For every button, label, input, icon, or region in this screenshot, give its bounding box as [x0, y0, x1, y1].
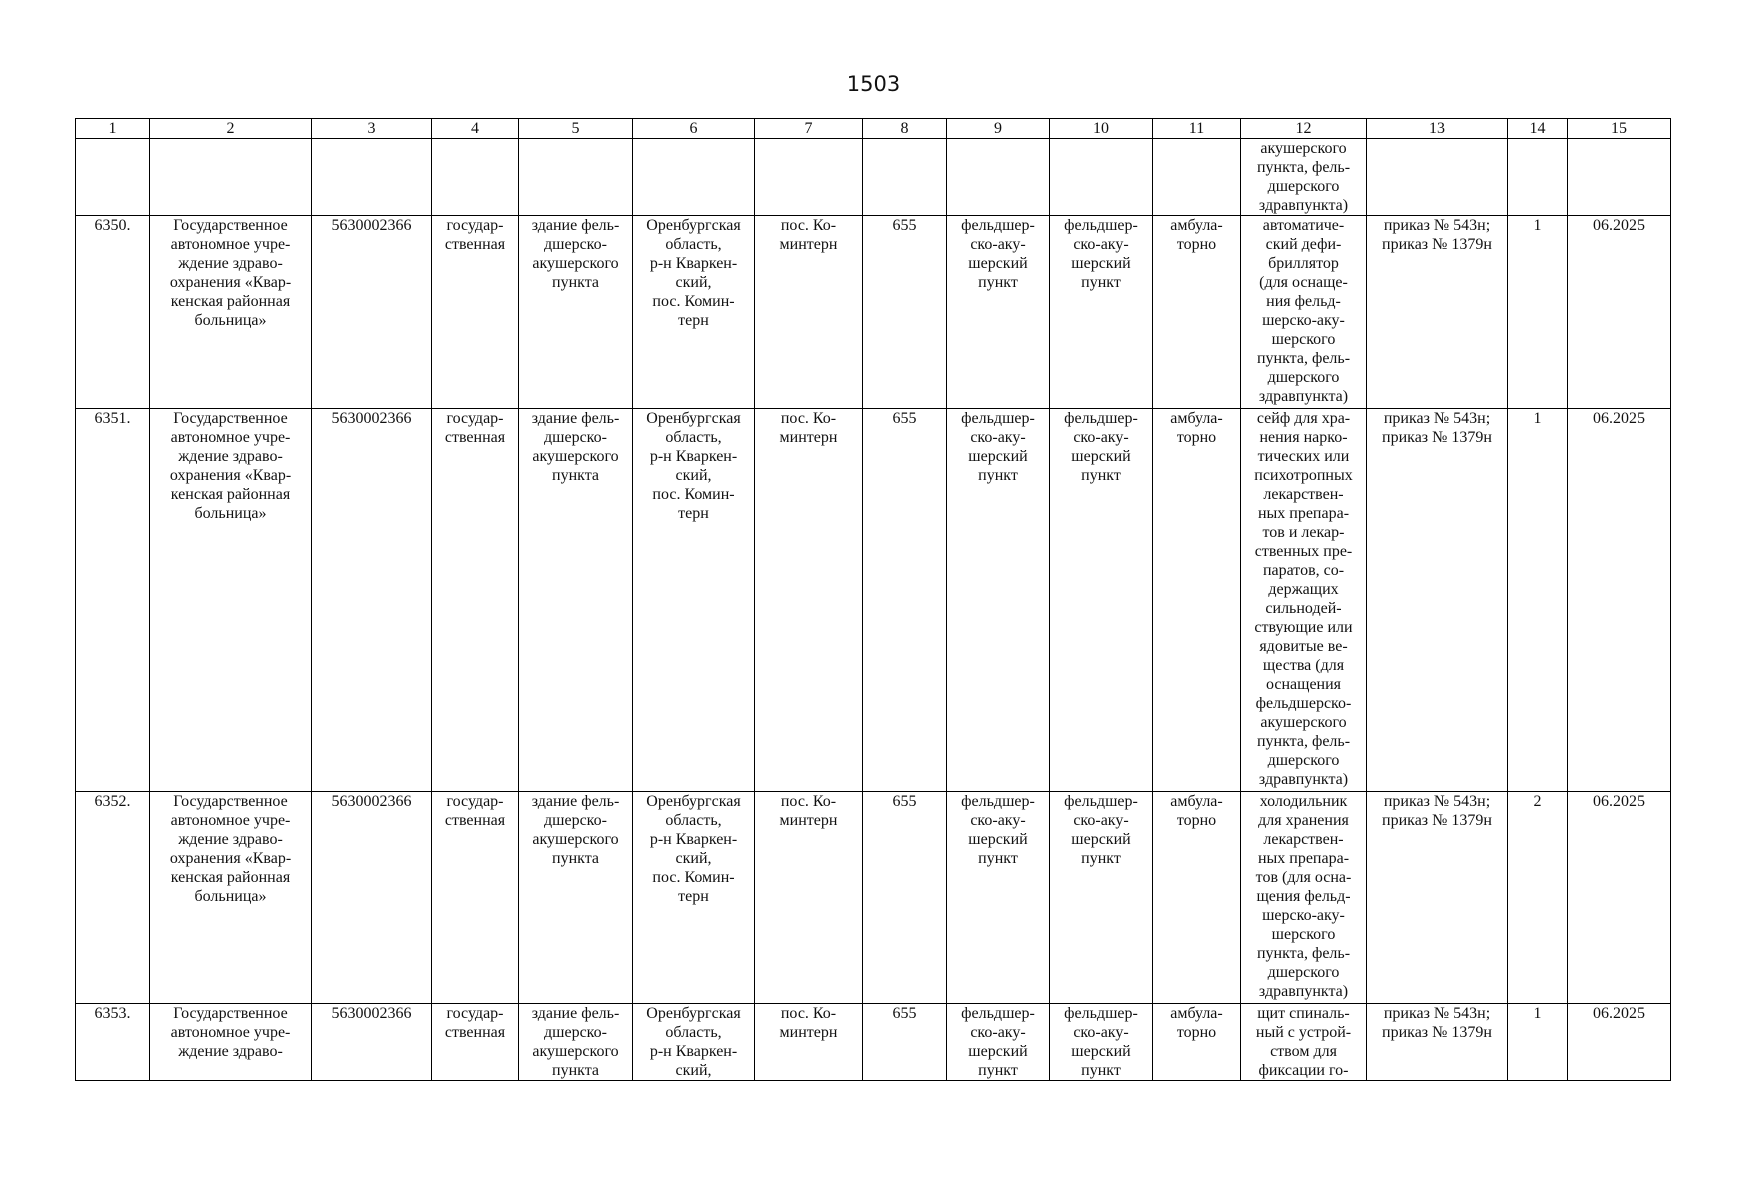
- building-cell: [519, 139, 633, 216]
- column-number-cell: 3: [312, 119, 432, 139]
- inn-cell: 5630002366: [312, 409, 432, 792]
- facility-type-cell: фельдшер- ско-аку- шерский пункт: [947, 409, 1050, 792]
- row-number-cell: 6353.: [76, 1004, 150, 1081]
- row-number-cell: [76, 139, 150, 216]
- population-cell: [863, 139, 947, 216]
- address-cell: Оренбургская область, р-н Кваркен- ский, пос. Комин- терн: [633, 409, 755, 792]
- registry-table: [75, 118, 1671, 1081]
- address-cell: Оренбургская область, р-н Кваркен- ский, пос. Комин- терн: [633, 216, 755, 409]
- facility-type-cell: фельдшер- ско-аку- шерский пункт: [947, 792, 1050, 1004]
- table-row: [76, 409, 1671, 792]
- page-number: 1503: [846, 72, 901, 96]
- equipment-cell: автоматиче- ский дефи- бриллятор (для оснаще- ния фельд- шерско-аку- шерского пункта, фель- дшерского здравпункта): [1241, 216, 1367, 409]
- care-condition-cell: амбула- торно: [1153, 409, 1241, 792]
- facility-type-cell: фельдшер- ско-аку- шерский пункт: [947, 1004, 1050, 1081]
- table-row: [76, 1004, 1671, 1081]
- building-cell: здание фель- дшерско- акушерского пункта: [519, 792, 633, 1004]
- row-number-cell: 6352.: [76, 792, 150, 1004]
- address-cell: [633, 139, 755, 216]
- equipment-cell: акушерского пункта, фель- дшерского здравпункта): [1241, 139, 1367, 216]
- quantity-cell: [1508, 139, 1568, 216]
- care-condition-cell: амбула- торно: [1153, 792, 1241, 1004]
- organization-cell: Государственное автономное учре- ждение здраво-: [150, 1004, 312, 1081]
- inn-cell: 5630002366: [312, 792, 432, 1004]
- settlement-cell: пос. Ко- минтерн: [755, 792, 863, 1004]
- regulation-cell: приказ № 543н; приказ № 1379н: [1367, 792, 1508, 1004]
- settlement-cell: [755, 139, 863, 216]
- ownership-cell: государ- ственная: [432, 409, 519, 792]
- quantity-cell: 2: [1508, 792, 1568, 1004]
- date-cell: 06.2025: [1568, 1004, 1671, 1081]
- column-number-cell: 1: [76, 119, 150, 139]
- ownership-cell: государ- ственная: [432, 1004, 519, 1081]
- quantity-cell: 1: [1508, 409, 1568, 792]
- facility-profile-cell: [1050, 139, 1153, 216]
- building-cell: здание фель- дшерско- акушерского пункта: [519, 1004, 633, 1081]
- inn-cell: 5630002366: [312, 216, 432, 409]
- regulation-cell: приказ № 543н; приказ № 1379н: [1367, 1004, 1508, 1081]
- equipment-cell: сейф для хра- нения нарко- тических или психотропных лекарствен- ных препара- тов и лекар- ственных пре- паратов, со- держащих сильнодей- ствующие или ядовитые ве- щества (для оснащения фельдшерско- акушерского пункта, фель- дшерского здравпункта): [1241, 409, 1367, 792]
- facility-profile-cell: фельдшер- ско-аку- шерский пункт: [1050, 792, 1153, 1004]
- organization-cell: Государственное автономное учре- ждение здраво- охранения «Квар- кенская районная больница»: [150, 792, 312, 1004]
- column-number-cell: 8: [863, 119, 947, 139]
- column-number-cell: 4: [432, 119, 519, 139]
- column-number-cell: 13: [1367, 119, 1508, 139]
- table-row-continued: [76, 139, 1671, 216]
- building-cell: здание фель- дшерско- акушерского пункта: [519, 216, 633, 409]
- inn-cell: 5630002366: [312, 1004, 432, 1081]
- population-cell: 655: [863, 409, 947, 792]
- care-condition-cell: амбула- торно: [1153, 216, 1241, 409]
- address-cell: Оренбургская область, р-н Кваркен- ский,: [633, 1004, 755, 1081]
- organization-cell: Государственное автономное учре- ждение здраво- охранения «Квар- кенская районная больница»: [150, 216, 312, 409]
- inn-cell: [312, 139, 432, 216]
- column-number-cell: 5: [519, 119, 633, 139]
- column-number-row: [76, 119, 1671, 139]
- population-cell: 655: [863, 216, 947, 409]
- date-cell: 06.2025: [1568, 216, 1671, 409]
- organization-cell: [150, 139, 312, 216]
- care-condition-cell: [1153, 139, 1241, 216]
- column-number-cell: 14: [1508, 119, 1568, 139]
- facility-profile-cell: фельдшер- ско-аку- шерский пункт: [1050, 1004, 1153, 1081]
- table-row: [76, 216, 1671, 409]
- date-cell: 06.2025: [1568, 409, 1671, 792]
- facility-profile-cell: фельдшер- ско-аку- шерский пункт: [1050, 409, 1153, 792]
- column-number-cell: 12: [1241, 119, 1367, 139]
- ownership-cell: [432, 139, 519, 216]
- date-cell: 06.2025: [1568, 792, 1671, 1004]
- facility-type-cell: [947, 139, 1050, 216]
- equipment-cell: щит спиналь- ный с устрой- ством для фиксации го-: [1241, 1004, 1367, 1081]
- row-number-cell: 6350.: [76, 216, 150, 409]
- facility-profile-cell: фельдшер- ско-аку- шерский пункт: [1050, 216, 1153, 409]
- table-row: [76, 792, 1671, 1004]
- facility-type-cell: фельдшер- ско-аку- шерский пункт: [947, 216, 1050, 409]
- ownership-cell: государ- ственная: [432, 216, 519, 409]
- regulation-cell: приказ № 543н; приказ № 1379н: [1367, 409, 1508, 792]
- building-cell: здание фель- дшерско- акушерского пункта: [519, 409, 633, 792]
- date-cell: [1568, 139, 1671, 216]
- equipment-cell: холодильник для хранения лекарствен- ных препара- тов (для осна- щения фельд- шерско-аку- шерского пункта, фель- дшерского здравпункта): [1241, 792, 1367, 1004]
- quantity-cell: 1: [1508, 1004, 1568, 1081]
- settlement-cell: пос. Ко- минтерн: [755, 216, 863, 409]
- settlement-cell: пос. Ко- минтерн: [755, 409, 863, 792]
- care-condition-cell: амбула- торно: [1153, 1004, 1241, 1081]
- population-cell: 655: [863, 792, 947, 1004]
- column-number-cell: 2: [150, 119, 312, 139]
- row-number-cell: 6351.: [76, 409, 150, 792]
- organization-cell: Государственное автономное учре- ждение здраво- охранения «Квар- кенская районная больница»: [150, 409, 312, 792]
- column-number-cell: 10: [1050, 119, 1153, 139]
- address-cell: Оренбургская область, р-н Кваркен- ский, пос. Комин- терн: [633, 792, 755, 1004]
- column-number-cell: 11: [1153, 119, 1241, 139]
- population-cell: 655: [863, 1004, 947, 1081]
- column-number-cell: 7: [755, 119, 863, 139]
- ownership-cell: государ- ственная: [432, 792, 519, 1004]
- settlement-cell: пос. Ко- минтерн: [755, 1004, 863, 1081]
- regulation-cell: [1367, 139, 1508, 216]
- quantity-cell: 1: [1508, 216, 1568, 409]
- column-number-cell: 9: [947, 119, 1050, 139]
- regulation-cell: приказ № 543н; приказ № 1379н: [1367, 216, 1508, 409]
- column-number-cell: 6: [633, 119, 755, 139]
- column-number-cell: 15: [1568, 119, 1671, 139]
